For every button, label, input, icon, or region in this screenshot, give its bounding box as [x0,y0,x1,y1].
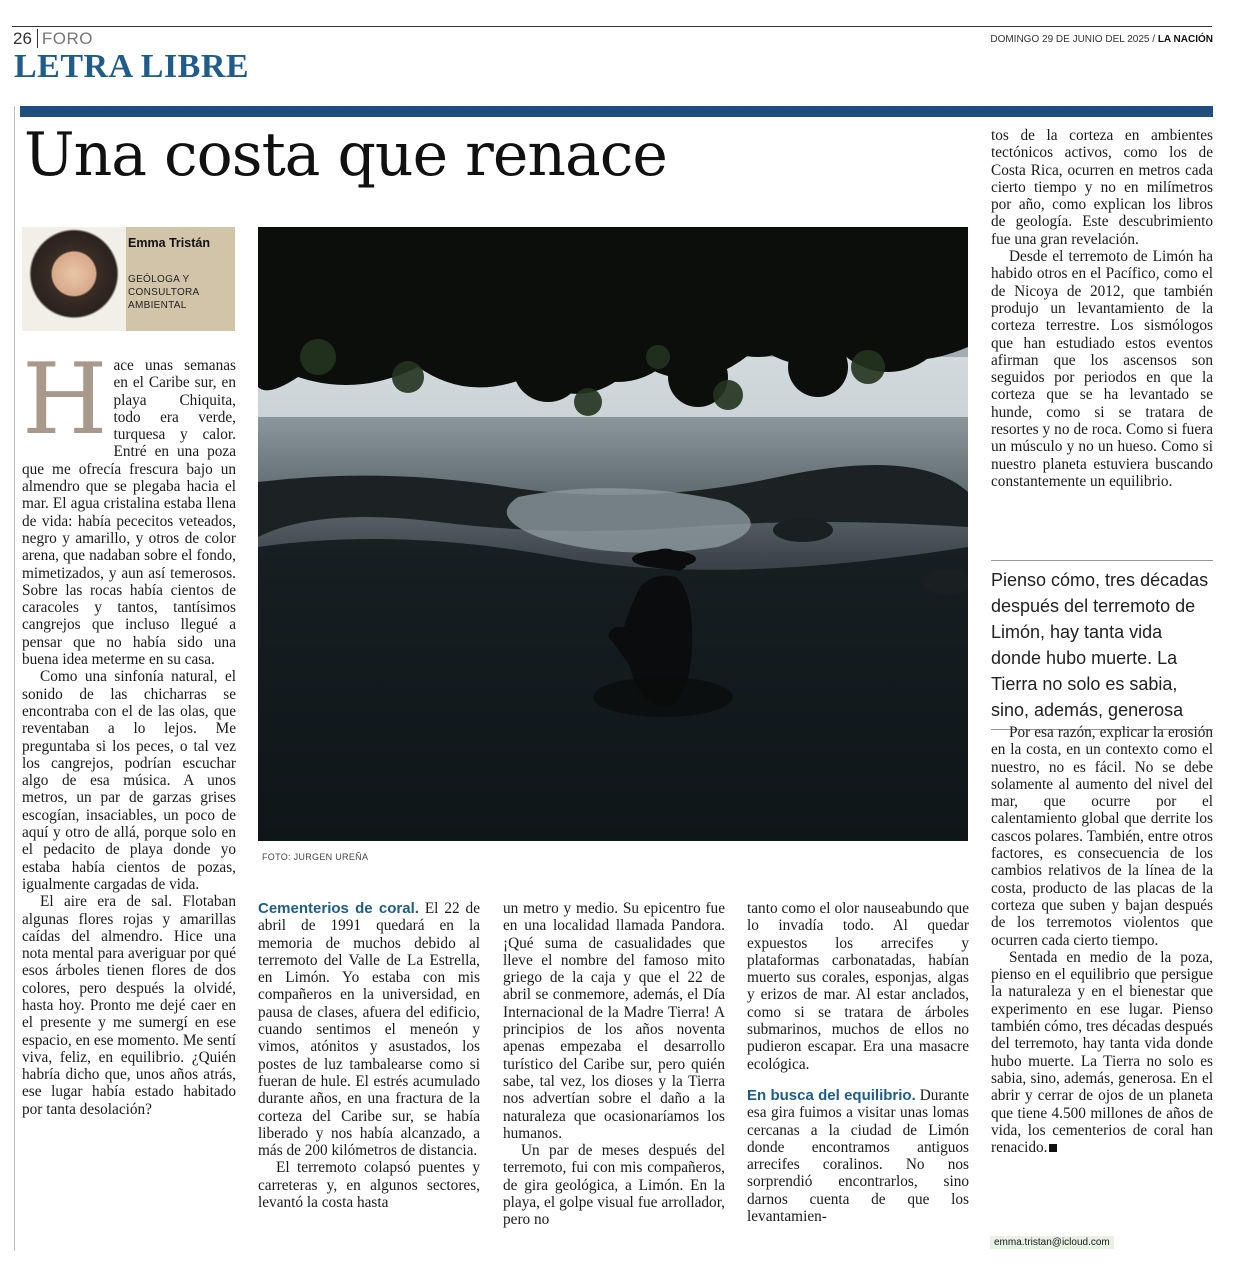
author-photo [22,227,126,331]
paragraph: Por esa razón, explicar la erosión en la costa, en un contexto como el nuestro, no es fácil. No se debe solamente al aumento del nivel del mar, que ocurre por el calentamiento global que derrite los cascos polares. También, entre otros factores, es consecuencia de los cambios relativos de la línea de la costa, producto de las placas de la corteza que suben y bajan después de los terremotos violentos que ocurren cada cierto tiempo. [991,724,1213,949]
paragraph: Un par de meses después del terremoto, fui con mis compañeros, de gira geológica, a Limón. En la playa, el golpe visual fue arrollador, pero no [503,1142,725,1229]
paragraph: Hace unas semanas en el Caribe sur, en playa Chiquita, todo era verde, turquesa y calor. Entré en una poza que me ofrecía frescura bajo un almendro que se plegaba hacia el mar. El agua cristalina estaba llena de vida: había pececitos veteados, negro y amarillo, y otros de color arena, que nadaban sobre el fondo, mimetizados, y aun así temerosos. Sobre las rocas había cientos de caracoles y tantos, tantísimos cangrejos que incluso llegué a pensar que no había sido una buena idea meterme en su casa. [22,343,236,669]
author-box [22,227,235,331]
dateline: DOMINGO 29 DE JUNIO DEL 2025 / LA NACIÓN [990,34,1213,45]
article-column-2 [258,900,480,1211]
photo-illustration [258,227,968,841]
paragraph: Desde el terremoto de Limón ha habido otros en el Pacífico, como el de Nicoya de 2012, que también produjo un levantamiento de la corteza terrestre. Los sismólogos que han estudiado estos eventos afirman que los ascensos son seguidos por periodos en que la corteza que se ha levantado se hunde, como si se tratara de resortes y no de roca. Como si fuera un músculo y no un hueso. Como si nuestro planeta estuviera buscando constantemente un equilibrio. [991,248,1213,490]
paragraph: Como una sinfonía natural, el sonido de las chicharras se encontraba con el de las olas, que reventaban a lo lejos. Me preguntaba si los peces, o tal vez los cangrejos, podrían escuchar algo de esa música. A unos metros, un par de garzas grises escogían, insaciables, un poco de aquí y otro de allá, porque solo en el pedacito de playa donde yo estaba había cientos de pozas, igualmente cargadas de vida. [22,668,236,893]
pull-quote: Pienso cómo, tres décadas después del terremoto de Limón, hay tanta vida donde hubo muerte. La Tierra no solo es sabia, sino, además, generosa [991,560,1213,730]
article-column-1 [22,343,236,1118]
author-name: Emma Tristán [128,236,210,250]
subhead: En busca del equilibrio. [747,1086,916,1104]
paragraph: El aire era de sal. Flotaban algunas flores rojas y amarillas caídas del almendro. Hice una nota mental para averiguar por qué esos árboles tienen flores de dos colores, pero después la olvidé, hasta hoy. Pronto me dejé caer en el presente y me sumergí en ese espacio, en ese momento. Me sentí viva, feliz, en equilibrio. ¿Quién habría dicho que, unos años atrás, ese lugar había estado habitado por tanta desolación? [22,893,236,1118]
photo-credit: FOTO: JURGEN UREÑA [262,852,369,862]
article-column-5 [991,127,1213,490]
section-bar [20,106,1213,117]
drop-cap: H [22,343,108,457]
column-rule [14,106,15,1251]
paragraph: un metro y medio. Su epicentro fue en una localidad llamada Pandora. ¡Qué suma de casualidades que lleve el nombre del famoso mito griego de la caja y que el 22 de abril se conmemore, además, el Día Internacional de la Madre Tierra! A principios de los años noventa apenas empezaba el desarrollo turístico del Caribe sur, pero quién sabe, tal vez, los dioses y la Tierra nos advertían sobre el daño a la naturaleza que ocasionaríamos los humanos. [503,900,725,1142]
header-rule [12,26,1212,27]
article-column-6 [991,724,1213,1156]
newspaper-name: LA NACIÓN [1157,34,1213,45]
section-small: FORO [41,29,94,48]
end-mark-icon [1049,1144,1057,1152]
paragraph: tos de la corteza en ambientes tectónicos activos, como los de Costa Rica, ocurren en metros cada cierto tiempo y no en milímetros por año, como explican los libros de geología. Este descubrimiento fue una gran revelación. [991,127,1213,248]
article-column-3 [503,900,725,1229]
headline: Una costa que renace [24,120,667,190]
main-photo [258,227,968,841]
paragraph: Sentada en medio de la poza, pienso en el equilibrio que persigue la naturaleza y en el bienestar que experimento en ese lugar. Pienso también cómo, tres décadas después del terremoto, hay tanta vida donde hubo muerte. La Tierra no solo es sabia, sino, además, generosa. En el abrir y cerrar de ojos de un planeta que tiene 4.500 millones de años de vida, los cementerios de coral han renacido. [991,948,1213,1157]
paragraph: Cementerios de coral. El 22 de abril de 1991 quedará en la memoria de muchos debido al terremoto del Valle de La Estrella, en Limón. Yo estaba con mis compañeros en la universidad, en pausa de clases, afuera del edificio, cuando sentimos el meneón y vimos, atónitos y asustados, los postes de luz tambalearse como si fueran de hule. El estrés acumulado durante años, en una fractura de la corteza del Caribe sur, se había liberado y nos había alcanzado, a más de 200 kilómetros de distancia. [258,900,480,1160]
author-role: GEÓLOGA Y CONSULTORA AMBIENTAL [128,274,199,311]
paragraph: El terremoto colapsó puentes y carreteras y, en algunos sectores, levantó la costa hasta [258,1159,480,1212]
paragraph: En busca del equilibrio. Durante esa gira fuimos a visitar unas lomas cercanas a la ciudad de Limón donde encontramos antiguos arrecifes coralinos. No nos sorprendió encontrarlos, sino darnos cuenta de que los levantamien- [747,1086,969,1226]
section-title: LETRA LIBRE [14,48,250,85]
date: DOMINGO 29 DE JUNIO DEL 2025 [990,34,1150,45]
paragraph: tanto como el olor nauseabundo que lo invadía todo. Al quedar expuestos los arrecifes y plataformas carbonatadas, habían muerto sus corales, esponjas, algas y erizos de mar. Al estar anclados, como si se tratara de árboles submarinos, muchos de ellos no pudieron escapar. Era una masacre ecológica. [747,900,969,1073]
subhead: Cementerios de coral. [258,900,419,917]
author-email[interactable]: emma.tristan@icloud.com [990,1236,1114,1249]
article-column-4 [747,900,969,1225]
page-number: 26 FORO [13,29,94,48]
